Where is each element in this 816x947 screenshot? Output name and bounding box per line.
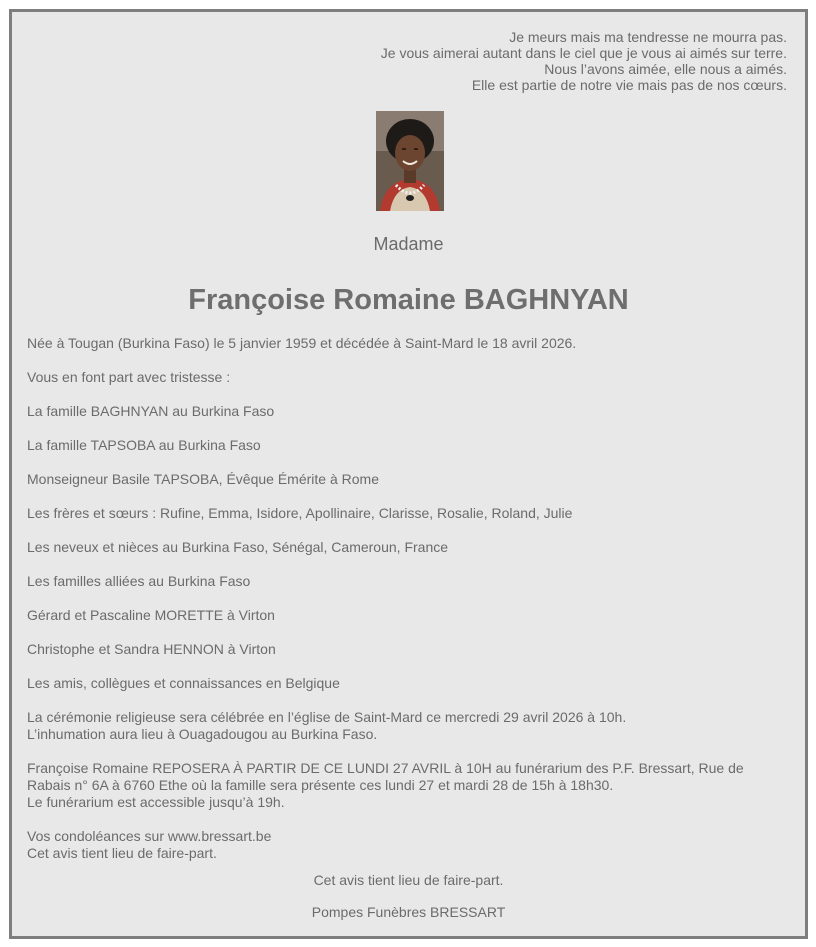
poem-line: Je vous aimerai autant dans le ciel que je vous ai aimés sur terre.: [380, 45, 787, 61]
footer-notice: Cet avis tient lieu de faire-part.: [313, 872, 504, 888]
repose-line: Le funérarium est accessible jusqu’à 19h.: [27, 794, 285, 810]
poem-line: Elle est partie de notre vie mais pas de nos cœurs.: [471, 77, 787, 93]
poem: [381, 29, 787, 93]
family-line: Les neveux et nièces au Burkina Faso, Sénégal, Cameroun, France: [27, 539, 449, 555]
condolences-line: Cet avis tient lieu de faire-part.: [27, 845, 217, 861]
obituary-card: [9, 9, 808, 939]
poem-line: Je meurs mais ma tendresse ne mourra pas.: [509, 29, 787, 45]
condolences-paragraph: [27, 828, 787, 862]
condolences-line: Vos condoléances sur www.bressart.be: [27, 828, 272, 844]
notice-body: [27, 335, 787, 879]
family-line: Les frères et sœurs : Rufine, Emma, Isidore, Apollinaire, Clarisse, Rosalie, Roland, Julie: [27, 505, 573, 521]
portrait-photo: [376, 111, 444, 211]
repose-line: Rabais n° 6A à 6760 Ethe où la famille sera présente ces lundi 27 et mardi 28 de 15h à 18h30.: [27, 777, 614, 793]
ceremony-line: L’inhumation aura lieu à Ouagadougou au Burkina Faso.: [27, 726, 378, 742]
title-prefix: Madame: [373, 234, 444, 254]
family-line: La famille TAPSOBA au Burkina Faso: [27, 437, 261, 453]
footer-company: Pompes Funèbres BRESSART: [311, 904, 506, 920]
repose-line: Françoise Romaine REPOSERA À PARTIR DE CE LUNDI 27 AVRIL à 10H au funérarium des P.F. Bressart, Rue de: [27, 760, 744, 776]
poem-line: Nous l’avons aimée, elle nous a aimés.: [544, 61, 787, 77]
ceremony-paragraph: [27, 709, 787, 743]
ceremony-line: La cérémonie religieuse sera célébrée en l’église de Saint-Mard ce mercredi 29 avril 2026 à 10h.: [27, 709, 627, 725]
family-line: La famille BAGHNYAN au Burkina Faso: [27, 403, 275, 419]
family-line: Les familles alliées au Burkina Faso: [27, 573, 251, 589]
family-line: Monseigneur Basile TAPSOBA, Évêque Émérite à Rome: [27, 471, 379, 487]
birth-death-line: Née à Tougan (Burkina Faso) le 5 janvier 1959 et décédée à Saint-Mard le 18 avril 2026.: [27, 335, 577, 351]
family-line: Christophe et Sandra HENNON à Virton: [27, 641, 276, 657]
deceased-name: Françoise Romaine BAGHNYAN: [188, 284, 629, 316]
announcement-line: Vous en font part avec tristesse :: [27, 369, 231, 385]
repose-paragraph: [27, 760, 787, 811]
family-line: Les amis, collègues et connaissances en Belgique: [27, 675, 340, 691]
family-line: Gérard et Pascaline MORETTE à Virton: [27, 607, 275, 623]
